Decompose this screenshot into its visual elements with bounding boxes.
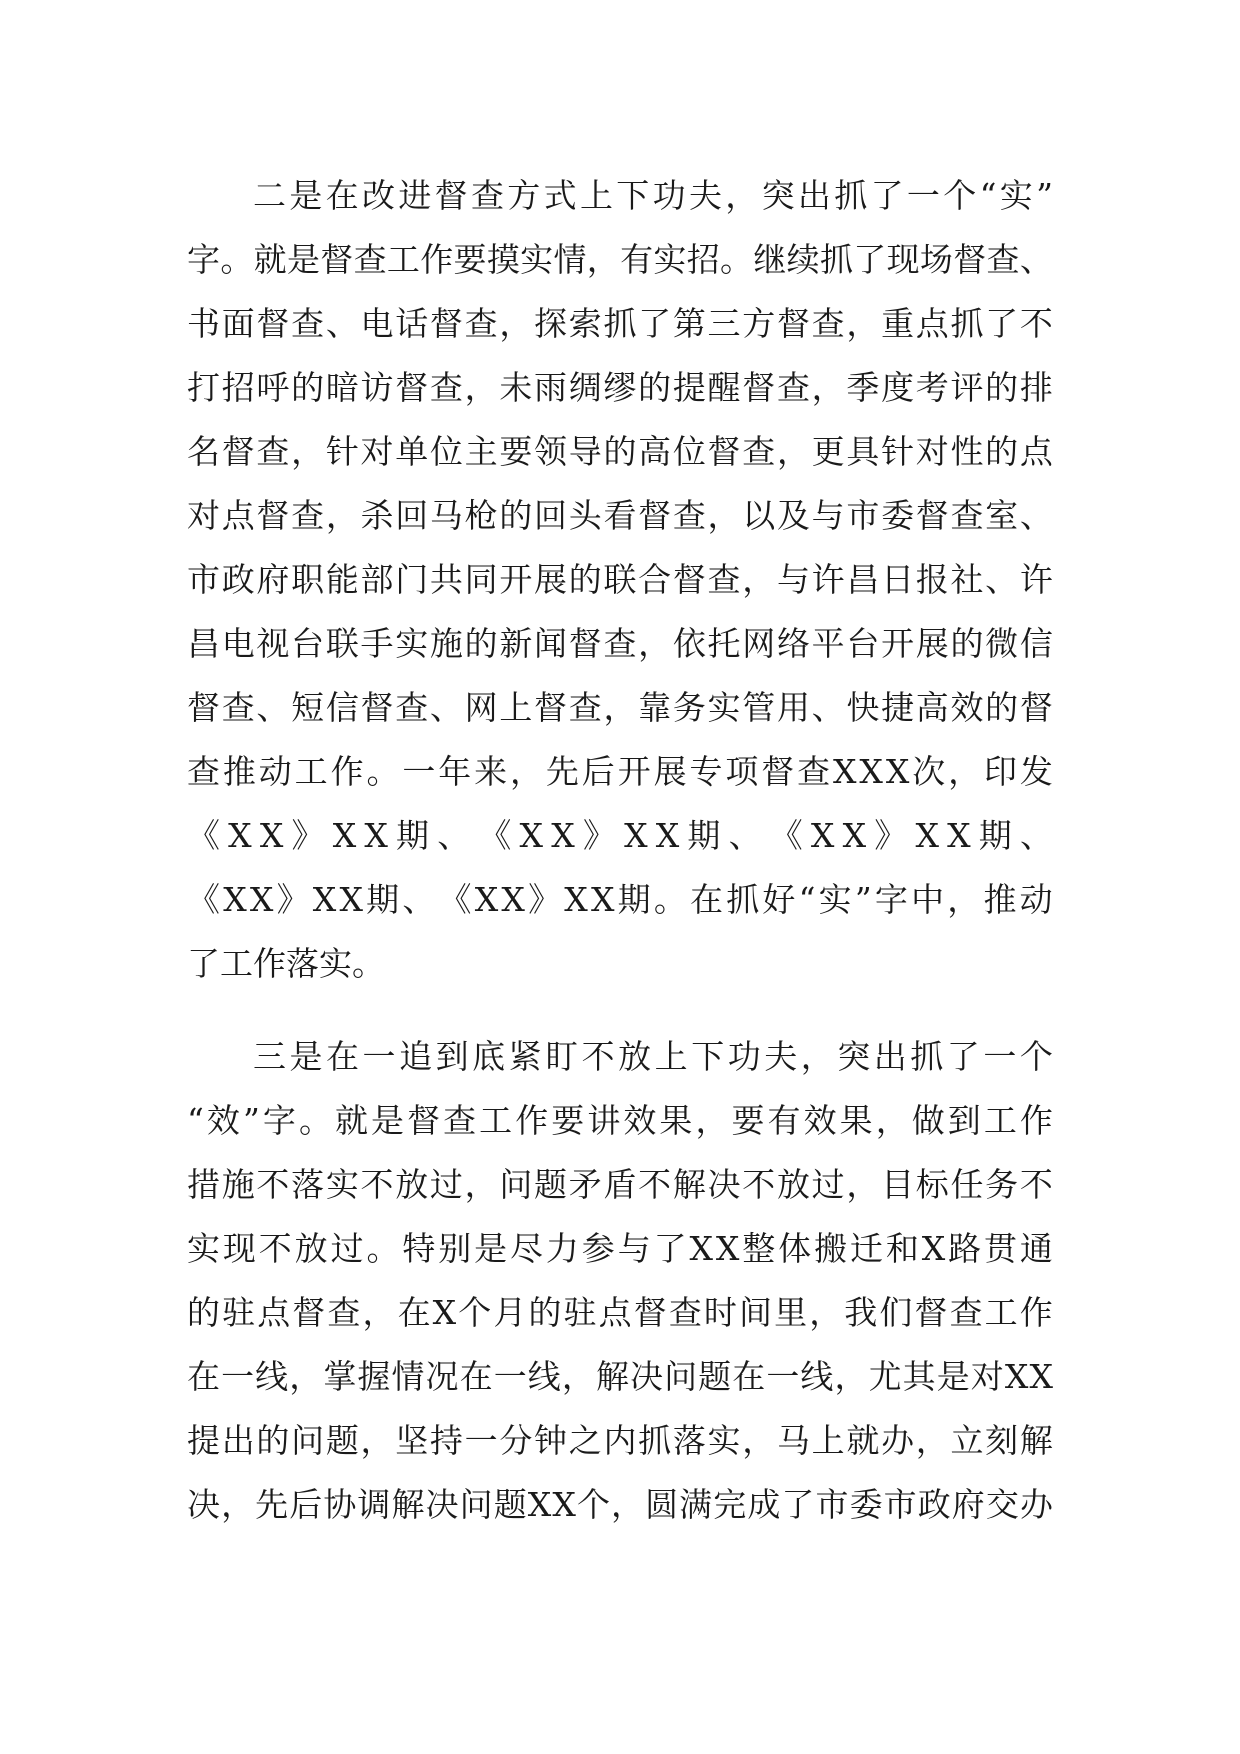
paragraph-line: 字 。 就 是 督 查 工 作 要 摸 实 情 ， 有 实 招 。 继 续 抓 了 现 场 督 查 、	[187, 240, 1053, 279]
paragraph-line: 三 是 在 一 追 到 底 紧 盯 不 放 上 下 功 夫 ， 突 出 抓 了 一 个	[253, 1037, 1053, 1076]
paragraph-line: “ 效 ” 字 。 就 是 督 查 工 作 要 讲 效 果 ， 要 有 效 果 ， 做 到 工 作	[187, 1101, 1053, 1140]
paragraph-line: 实 现 不 放 过 。 特 别 是 尽 力 参 与 了 X X 整 体 搬 迁 和 X 路 贯 通	[187, 1229, 1053, 1268]
paragraph-line: 昌 电 视 台 联 手 实 施 的 新 闻 督 查 ， 依 托 网 络 平 台 开 展 的 微 信	[187, 624, 1053, 663]
paragraph-line: 二 是 在 改 进 督 查 方 式 上 下 功 夫 ， 突 出 抓 了 一 个 “ 实 ”	[253, 176, 1053, 215]
paragraph-line: 督 查 、 短 信 督 查 、 网 上 督 查 ， 靠 务 实 管 用 、 快 捷 高 效 的 督	[187, 688, 1053, 727]
paragraph-line: 的 驻 点 督 查 ， 在 X 个 月 的 驻 点 督 查 时 间 里 ， 我 们 督 查 工 作	[187, 1293, 1053, 1332]
paragraph-follow-through	[187, 1025, 1053, 1537]
paragraph-line: 《 X X 》 X X 期 、 《 X X 》 X X 期 、 《 X X 》 X X 期 、	[187, 816, 1053, 855]
paragraph-line: 打 招 呼 的 暗 访 督 查 ， 未 雨 绸 缪 的 提 醒 督 查 ， 季 度 考 评 的 排	[187, 368, 1053, 407]
paragraph-line: 对 点 督 查 ， 杀 回 马 枪 的 回 头 看 督 查 ， 以 及 与 市 委 督 查 室 、	[187, 496, 1053, 535]
paragraph-line: 决 ， 先 后 协 调 解 决 问 题 X X 个 ， 圆 满 完 成 了 市 委 市 政 府 交 办	[187, 1485, 1053, 1524]
paragraph-line: 书 面 督 查 、 电 话 督 查 ， 探 索 抓 了 第 三 方 督 查 ， 重 点 抓 了 不	[187, 304, 1053, 343]
paragraph-line: 措 施 不 落 实 不 放 过 ， 问 题 矛 盾 不 解 决 不 放 过 ， 目 标 任 务 不	[187, 1165, 1053, 1204]
paragraph-inspection-method	[187, 164, 1053, 996]
paragraph-line: 提 出 的 问 题 ， 坚 持 一 分 钟 之 内 抓 落 实 ， 马 上 就 办 ， 立 刻 解	[187, 1421, 1053, 1460]
paragraph-line: 了工作落实。	[187, 944, 385, 983]
paragraph-line: 市 政 府 职 能 部 门 共 同 开 展 的 联 合 督 查 ， 与 许 昌 日 报 社 、 许	[187, 560, 1053, 599]
paragraph-line: 名 督 查 ， 针 对 单 位 主 要 领 导 的 高 位 督 查 ， 更 具 针 对 性 的 点	[187, 432, 1053, 471]
paragraph-line: 查 推 动 工 作 。 一 年 来 ， 先 后 开 展 专 项 督 查 X X X 次 ， 印 发	[187, 752, 1053, 791]
paragraph-line: 《 X X 》 X X 期 、 《 X X 》 X X 期 。 在 抓 好 “ 实 ” 字 中 ， 推 动	[187, 880, 1053, 919]
paragraph-line: 在 一 线 ， 掌 握 情 况 在 一 线 ， 解 决 问 题 在 一 线 ， 尤 其 是 对 X X	[187, 1357, 1053, 1396]
